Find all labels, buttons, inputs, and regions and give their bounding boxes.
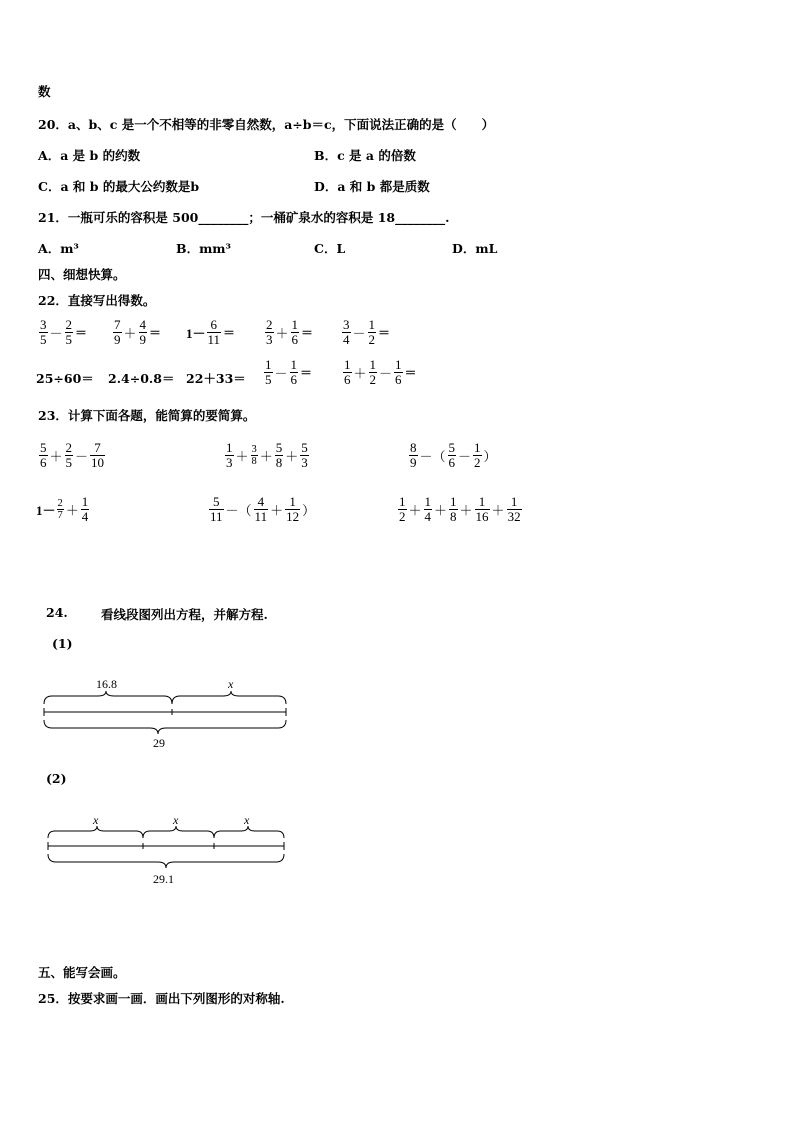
fraction: $\frac{1}{5}$ xyxy=(265,357,272,387)
fraction: $\frac{5}{3}$ xyxy=(301,440,308,470)
q20-option-d: D．a 和 b 都是质数 xyxy=(314,179,430,194)
section-5-heading: 五、能写会画。 xyxy=(38,965,126,980)
operator: ＋ xyxy=(65,503,79,518)
q22-r1-e3 xyxy=(186,318,235,347)
fraction: $\frac{1}{4}$ xyxy=(424,494,432,524)
lead-term: 1－ xyxy=(36,503,56,518)
operator: ＋ xyxy=(275,326,289,341)
fraction: $\frac{5}{8}$ xyxy=(275,440,283,470)
fraction: $\frac{3}{8}$ xyxy=(251,444,257,467)
q25-stem: 25．按要求画一画．画出下列图形的对称轴. xyxy=(38,991,285,1006)
operator: － xyxy=(75,449,89,464)
operator: ＋ xyxy=(285,449,299,464)
operator: ＋ xyxy=(49,449,63,464)
intro-text: 数 xyxy=(38,84,51,99)
equals-sign: ＝ xyxy=(378,326,391,340)
q20-option-c: C．a 和 b 的最大公约数是b xyxy=(38,179,200,194)
equals-sign: ＝ xyxy=(300,366,313,380)
operator: ＋ xyxy=(123,326,137,341)
fraction: $\frac{7}{9}$ xyxy=(114,317,121,347)
fraction: $\frac{1}{6}$ xyxy=(395,357,402,387)
operator: ＋ xyxy=(408,503,422,518)
operator: ＋ xyxy=(459,503,473,518)
fraction: $\frac{2}{5}$ xyxy=(65,317,73,347)
diagram-2-top-label-3: x xyxy=(244,813,250,827)
q22-r2-e5 xyxy=(342,358,417,387)
fraction: $\frac{1}{16}$ xyxy=(475,494,489,524)
lead-term: 1－ xyxy=(186,326,206,341)
fraction: $\frac{1}{12}$ xyxy=(286,494,300,524)
q24-stem: 看线段图列出方程，并解方程. xyxy=(101,607,268,622)
fraction: $\frac{2}{3}$ xyxy=(266,317,273,347)
q21-option-d: D．mL xyxy=(452,241,498,256)
operator: －（ xyxy=(419,449,446,464)
fraction: $\frac{1}{32}$ xyxy=(507,494,521,524)
equals-sign: ＝ xyxy=(301,326,314,340)
q23-e6 xyxy=(397,495,523,524)
q20-stem: 20．a、b、c 是一个不相等的非零自然数，a÷b＝c，下面说法正确的是（ ） xyxy=(38,117,495,132)
equals-sign: ＝ xyxy=(75,326,88,340)
q23-e2 xyxy=(224,441,310,470)
operator: ＋ xyxy=(235,449,249,464)
equals-sign: ＝ xyxy=(223,326,236,340)
fraction: $\frac{6}{11}$ xyxy=(207,317,221,347)
operator: ＋ xyxy=(270,503,284,518)
q22-r1-e1 xyxy=(38,318,87,347)
fraction: $\frac{5}{6}$ xyxy=(40,440,47,470)
q22-stem: 22．直接写出得数。 xyxy=(38,293,156,308)
fraction: $\frac{2}{7}$ xyxy=(57,498,63,521)
fraction: $\frac{8}{9}$ xyxy=(410,440,417,470)
diagram-1-top-right-label: x xyxy=(228,677,234,691)
q21-option-b: B．mm³ xyxy=(176,241,231,256)
close-paren: ） xyxy=(483,449,497,464)
q23-stem: 23．计算下面各题，能简算的要简算。 xyxy=(38,408,256,423)
operator: － xyxy=(352,326,366,341)
fraction: $\frac{5}{6}$ xyxy=(448,440,456,470)
q23-e4 xyxy=(36,495,90,524)
fraction: $\frac{4}{11}$ xyxy=(254,494,268,524)
fraction: $\frac{1}{6}$ xyxy=(290,357,298,387)
fraction: $\frac{5}{11}$ xyxy=(210,494,223,524)
q22-r2-e1: 25÷60＝ xyxy=(36,371,94,386)
line-segment-diagram-1-svg xyxy=(40,676,292,752)
fraction: $\frac{1}{3}$ xyxy=(226,440,233,470)
operator: － xyxy=(49,326,63,341)
q24-part2-label: (2) xyxy=(46,771,67,786)
operator: ＋ xyxy=(259,449,273,464)
operator: ＋ xyxy=(434,503,448,518)
q24-part1-label: (1) xyxy=(52,636,73,651)
q22-r1-e5 xyxy=(341,318,390,347)
fraction: $\frac{1}{6}$ xyxy=(344,357,351,387)
q22-r1-e2 xyxy=(112,318,161,347)
q21-option-a: A．m³ xyxy=(38,241,79,256)
q22-r1-e4 xyxy=(264,318,313,347)
diagram-2-top-label-2: x xyxy=(173,813,179,827)
line-segment-diagram-2 xyxy=(44,814,290,890)
operator: － xyxy=(379,366,393,381)
q20-option-a: A．a 是 b 的约数 xyxy=(38,148,141,163)
equals-sign: ＝ xyxy=(149,326,162,340)
fraction: $\frac{7}{10}$ xyxy=(91,440,105,470)
q23-e3 xyxy=(408,441,498,470)
fraction: $\frac{2}{5}$ xyxy=(65,440,73,470)
close-paren: ） xyxy=(302,503,316,518)
operator: ＋ xyxy=(353,366,367,381)
fraction: $\frac{1}{4}$ xyxy=(81,494,89,524)
q20-option-b: B．c 是 a 的倍数 xyxy=(314,148,416,163)
fraction: $\frac{3}{4}$ xyxy=(343,317,350,347)
fraction: $\frac{1}{2}$ xyxy=(399,494,406,524)
fraction: $\frac{1}{6}$ xyxy=(291,317,299,347)
fraction: $\frac{4}{9}$ xyxy=(139,317,147,347)
fraction: $\frac{1}{2}$ xyxy=(369,357,377,387)
operator: ＋ xyxy=(491,503,505,518)
diagram-1-bottom-label: 29 xyxy=(153,736,165,750)
q23-e5 xyxy=(208,495,316,524)
section-4-heading: 四、细想快算。 xyxy=(38,267,126,282)
fraction: $\frac{1}{2}$ xyxy=(474,440,481,470)
q21-stem: 21．一瓶可乐的容积是 500________；一桶矿泉水的容积是 18________. xyxy=(38,210,450,225)
fraction: $\frac{1}{8}$ xyxy=(450,494,457,524)
fraction: $\frac{3}{5}$ xyxy=(40,317,47,347)
equals-sign: ＝ xyxy=(404,366,417,380)
operator: － xyxy=(274,366,288,381)
line-segment-diagram-1 xyxy=(40,676,292,752)
q21-option-c: C．L xyxy=(314,241,346,256)
q22-r2-e3: 22＋33＝ xyxy=(186,371,246,386)
q22-r2-e4 xyxy=(263,358,312,387)
operator: －（ xyxy=(225,503,252,518)
diagram-2-bottom-label: 29.1 xyxy=(153,872,174,886)
q22-r2-e2: 2.4÷0.8＝ xyxy=(108,371,175,386)
q23-e1 xyxy=(38,441,106,470)
diagram-2-top-label-1: x xyxy=(93,813,99,827)
diagram-1-top-left-label: 16.8 xyxy=(96,677,117,691)
q24-number: 24. xyxy=(46,605,68,620)
fraction: $\frac{1}{2}$ xyxy=(368,317,376,347)
operator: － xyxy=(458,449,472,464)
